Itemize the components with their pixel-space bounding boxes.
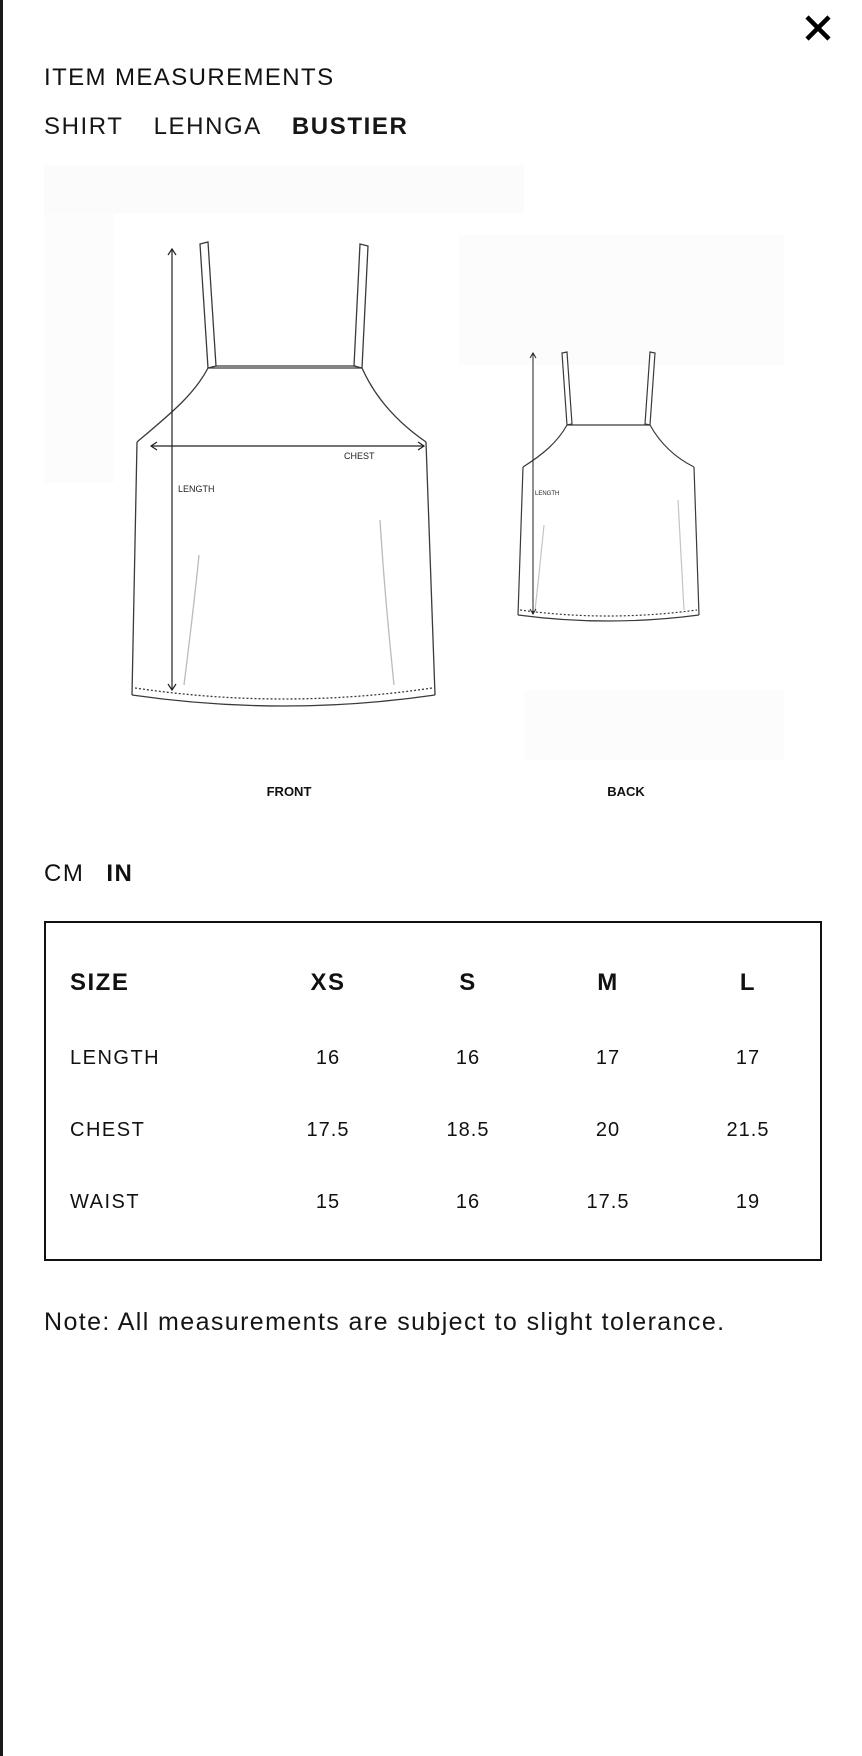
table-cell: 17	[735, 1046, 761, 1069]
tab-lehnga[interactable]: LEHNGA	[153, 113, 262, 140]
table-cell: 17.5	[586, 1190, 630, 1213]
back-caption: BACK	[607, 784, 645, 799]
unit-cm[interactable]: CM	[44, 860, 85, 887]
close-icon	[804, 14, 832, 42]
table-row	[70, 1043, 820, 1073]
table-cell: 16	[455, 1046, 481, 1069]
table-cell: 19	[735, 1190, 761, 1213]
table-cell: 20	[595, 1118, 621, 1141]
measurement-diagram	[44, 165, 784, 799]
unit-toggle	[44, 860, 133, 888]
garment-tabs	[44, 113, 408, 141]
tab-shirt[interactable]: SHIRT	[44, 113, 124, 140]
table-cell: 21.5	[726, 1118, 770, 1141]
table-cell: 15	[315, 1190, 341, 1213]
panel-title: ITEM MEASUREMENTS	[44, 64, 335, 91]
row-label: LENGTH	[70, 1046, 161, 1069]
table-cell: 16	[315, 1046, 341, 1069]
tolerance-note: Note: All measurements are subject to slight tolerance.	[44, 1308, 726, 1336]
front-length-label: LENGTH	[178, 484, 215, 494]
header-l: L	[739, 969, 757, 996]
row-label: WAIST	[70, 1190, 141, 1213]
header-size: SIZE	[70, 969, 130, 996]
size-chart-table	[44, 921, 822, 1261]
front-caption: FRONT	[266, 784, 312, 799]
table-header-row	[70, 968, 820, 998]
header-m: M	[597, 969, 619, 996]
unit-in[interactable]: IN	[106, 860, 134, 887]
table-cell: 17	[595, 1046, 621, 1069]
table-row	[70, 1115, 820, 1145]
row-label: CHEST	[70, 1118, 146, 1141]
table-cell: 18.5	[446, 1118, 490, 1141]
back-length-label: LENGTH	[535, 491, 560, 497]
close-button[interactable]	[800, 10, 836, 46]
front-chest-label: CHEST	[344, 451, 375, 461]
measurement-diagram-svg	[44, 165, 784, 799]
table-cell: 17.5	[306, 1118, 350, 1141]
header-xs: XS	[310, 969, 346, 996]
tab-bustier[interactable]: BUSTIER	[291, 113, 409, 140]
table-cell: 16	[455, 1190, 481, 1213]
table-row	[70, 1187, 820, 1217]
panel-left-border	[0, 0, 3, 1756]
header-s: S	[459, 969, 477, 996]
